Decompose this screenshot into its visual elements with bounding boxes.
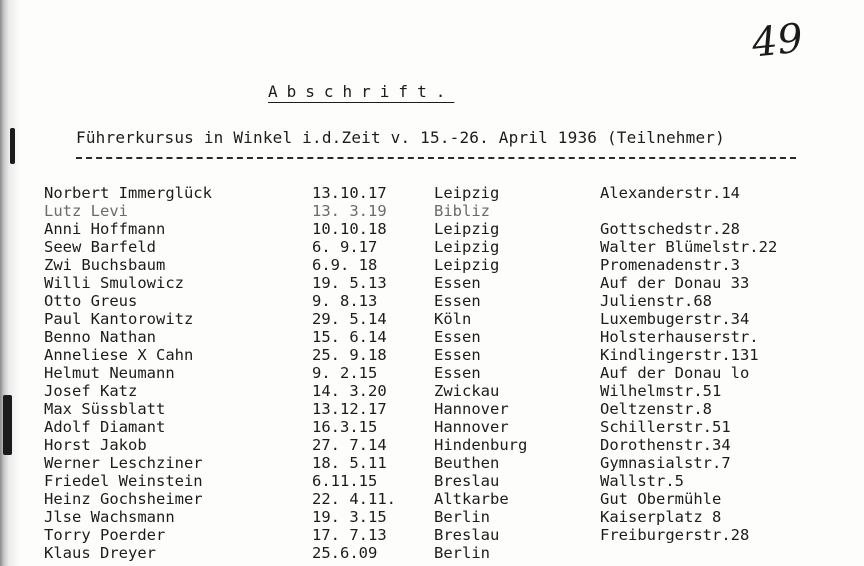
participant-row [0, 400, 864, 418]
scan-edge-mark [10, 128, 15, 164]
participant-row [0, 418, 864, 436]
participant-name: Seew Barfeld [44, 238, 156, 256]
dashed-divider [76, 157, 796, 159]
participant-row [0, 256, 864, 274]
participant-name: Torry Poerder [44, 526, 166, 544]
document-subtitle: Führerkursus in Winkel i.d.Zeit v. 15.-26. April 1936 (Teilnehmer) [76, 128, 725, 147]
participant-name: Jlse Wachsmann [44, 508, 175, 526]
participant-city: Berlin [434, 508, 490, 526]
participant-birthdate: 19. 3.15 [312, 508, 387, 526]
participant-birthdate: 18. 5.11 [312, 454, 387, 472]
participant-row [0, 472, 864, 490]
participant-city: Altkarbe [434, 490, 509, 508]
participant-address: Gottschedstr.28 [600, 220, 740, 238]
participant-address: Gymnasialstr.7 [600, 454, 731, 472]
participant-name: Benno Nathan [44, 328, 156, 346]
participant-birthdate: 29. 5.14 [312, 310, 387, 328]
participant-row [0, 346, 864, 364]
participant-row [0, 544, 864, 562]
participant-birthdate: 6. 9.17 [312, 238, 378, 256]
participant-city: Leipzig [434, 256, 500, 274]
participant-row [0, 508, 864, 526]
participant-name: Helmut Neumann [44, 364, 175, 382]
participant-address: Auf der Donau lo [600, 364, 750, 382]
participant-name: Anneliese X Cahn [44, 346, 194, 364]
participant-address: Kindlingerstr.131 [600, 346, 759, 364]
participant-name: Friedel Weinstein [44, 472, 203, 490]
participant-city: Hannover [434, 400, 509, 418]
participant-city: Zwickau [434, 382, 500, 400]
participant-city: Essen [434, 292, 481, 310]
participant-city: Essen [434, 346, 481, 364]
participant-birthdate: 19. 5.13 [312, 274, 387, 292]
participant-address: Walter Blümelstr.22 [600, 238, 778, 256]
participant-row [0, 310, 864, 328]
participant-city: Köln [434, 310, 472, 328]
participant-city: Beuthen [434, 454, 500, 472]
participant-name: Anni Hoffmann [44, 220, 166, 238]
participant-address: Oeltzenstr.8 [600, 400, 712, 418]
participant-address: Holsterhauserstr. [600, 328, 759, 346]
participant-birthdate: 9. 2.15 [312, 364, 378, 382]
participant-name: Horst Jakob [44, 436, 147, 454]
participant-birthdate: 14. 3.20 [312, 382, 387, 400]
participant-address: Dorothenstr.34 [600, 436, 731, 454]
participant-city: Leipzig [434, 238, 500, 256]
participant-birthdate: 22. 4.11. [312, 490, 396, 508]
handwritten-page-number: 49 [749, 15, 806, 67]
participant-row [0, 490, 864, 508]
participant-city: Breslau [434, 472, 500, 490]
participant-row [0, 184, 864, 202]
participant-birthdate: 9. 8.13 [312, 292, 378, 310]
participant-birthdate: 10.10.18 [312, 220, 387, 238]
participant-name: Max Süssblatt [44, 400, 166, 418]
participant-name: Werner Leschziner [44, 454, 203, 472]
participant-row [0, 436, 864, 454]
participant-city: Bibliz [434, 202, 490, 220]
participant-address: Freiburgerstr.28 [600, 526, 750, 544]
participant-row [0, 292, 864, 310]
participant-address: Luxembugerstr.34 [600, 310, 750, 328]
participant-row [0, 526, 864, 544]
participant-birthdate: 15. 6.14 [312, 328, 387, 346]
participant-city: Leipzig [434, 184, 500, 202]
participant-address: Gut Obermühle [600, 490, 722, 508]
participant-birthdate: 6.9. 18 [312, 256, 378, 274]
participant-address: Kaiserplatz 8 [600, 508, 722, 526]
participant-city: Essen [434, 328, 481, 346]
participant-address: Julienstr.68 [600, 292, 712, 310]
participant-row [0, 364, 864, 382]
participant-name: Klaus Dreyer [44, 544, 156, 562]
participant-name: Paul Kantorowitz [44, 310, 194, 328]
participant-address: Auf der Donau 33 [600, 274, 750, 292]
participant-city: Hannover [434, 418, 509, 436]
participant-name: Adolf Diamant [44, 418, 166, 436]
participant-city: Essen [434, 364, 481, 382]
participant-row [0, 274, 864, 292]
participant-list [0, 184, 864, 562]
participant-name: Josef Katz [44, 382, 138, 400]
participant-row [0, 454, 864, 472]
participant-address: Wallstr.5 [600, 472, 684, 490]
participant-name: Heinz Gochsheimer [44, 490, 203, 508]
participant-city: Hindenburg [434, 436, 528, 454]
participant-address: Schillerstr.51 [600, 418, 731, 436]
participant-name: Lutz Levi [44, 202, 128, 220]
participant-address: Alexanderstr.14 [600, 184, 740, 202]
participant-row [0, 328, 864, 346]
participant-row [0, 202, 864, 220]
participant-row [0, 238, 864, 256]
document-title: Abschrift. [268, 82, 455, 101]
participant-birthdate: 13.12.17 [312, 400, 387, 418]
participant-city: Berlin [434, 544, 490, 562]
participant-address: Wilhelmstr.51 [600, 382, 722, 400]
participant-birthdate: 13. 3.19 [312, 202, 387, 220]
participant-city: Leipzig [434, 220, 500, 238]
participant-birthdate: 13.10.17 [312, 184, 387, 202]
participant-name: Otto Greus [44, 292, 138, 310]
participant-city: Breslau [434, 526, 500, 544]
participant-birthdate: 27. 7.14 [312, 436, 387, 454]
participant-name: Willi Smulowicz [44, 274, 184, 292]
participant-city: Essen [434, 274, 481, 292]
participant-birthdate: 25.6.09 [312, 544, 378, 562]
participant-birthdate: 16.3.15 [312, 418, 378, 436]
participant-row [0, 382, 864, 400]
participant-birthdate: 25. 9.18 [312, 346, 387, 364]
participant-birthdate: 17. 7.13 [312, 526, 387, 544]
participant-name: Norbert Immerglück [44, 184, 212, 202]
participant-address: Promenadenstr.3 [600, 256, 740, 274]
participant-name: Zwi Buchsbaum [44, 256, 166, 274]
participant-row [0, 220, 864, 238]
participant-birthdate: 6.11.15 [312, 472, 378, 490]
